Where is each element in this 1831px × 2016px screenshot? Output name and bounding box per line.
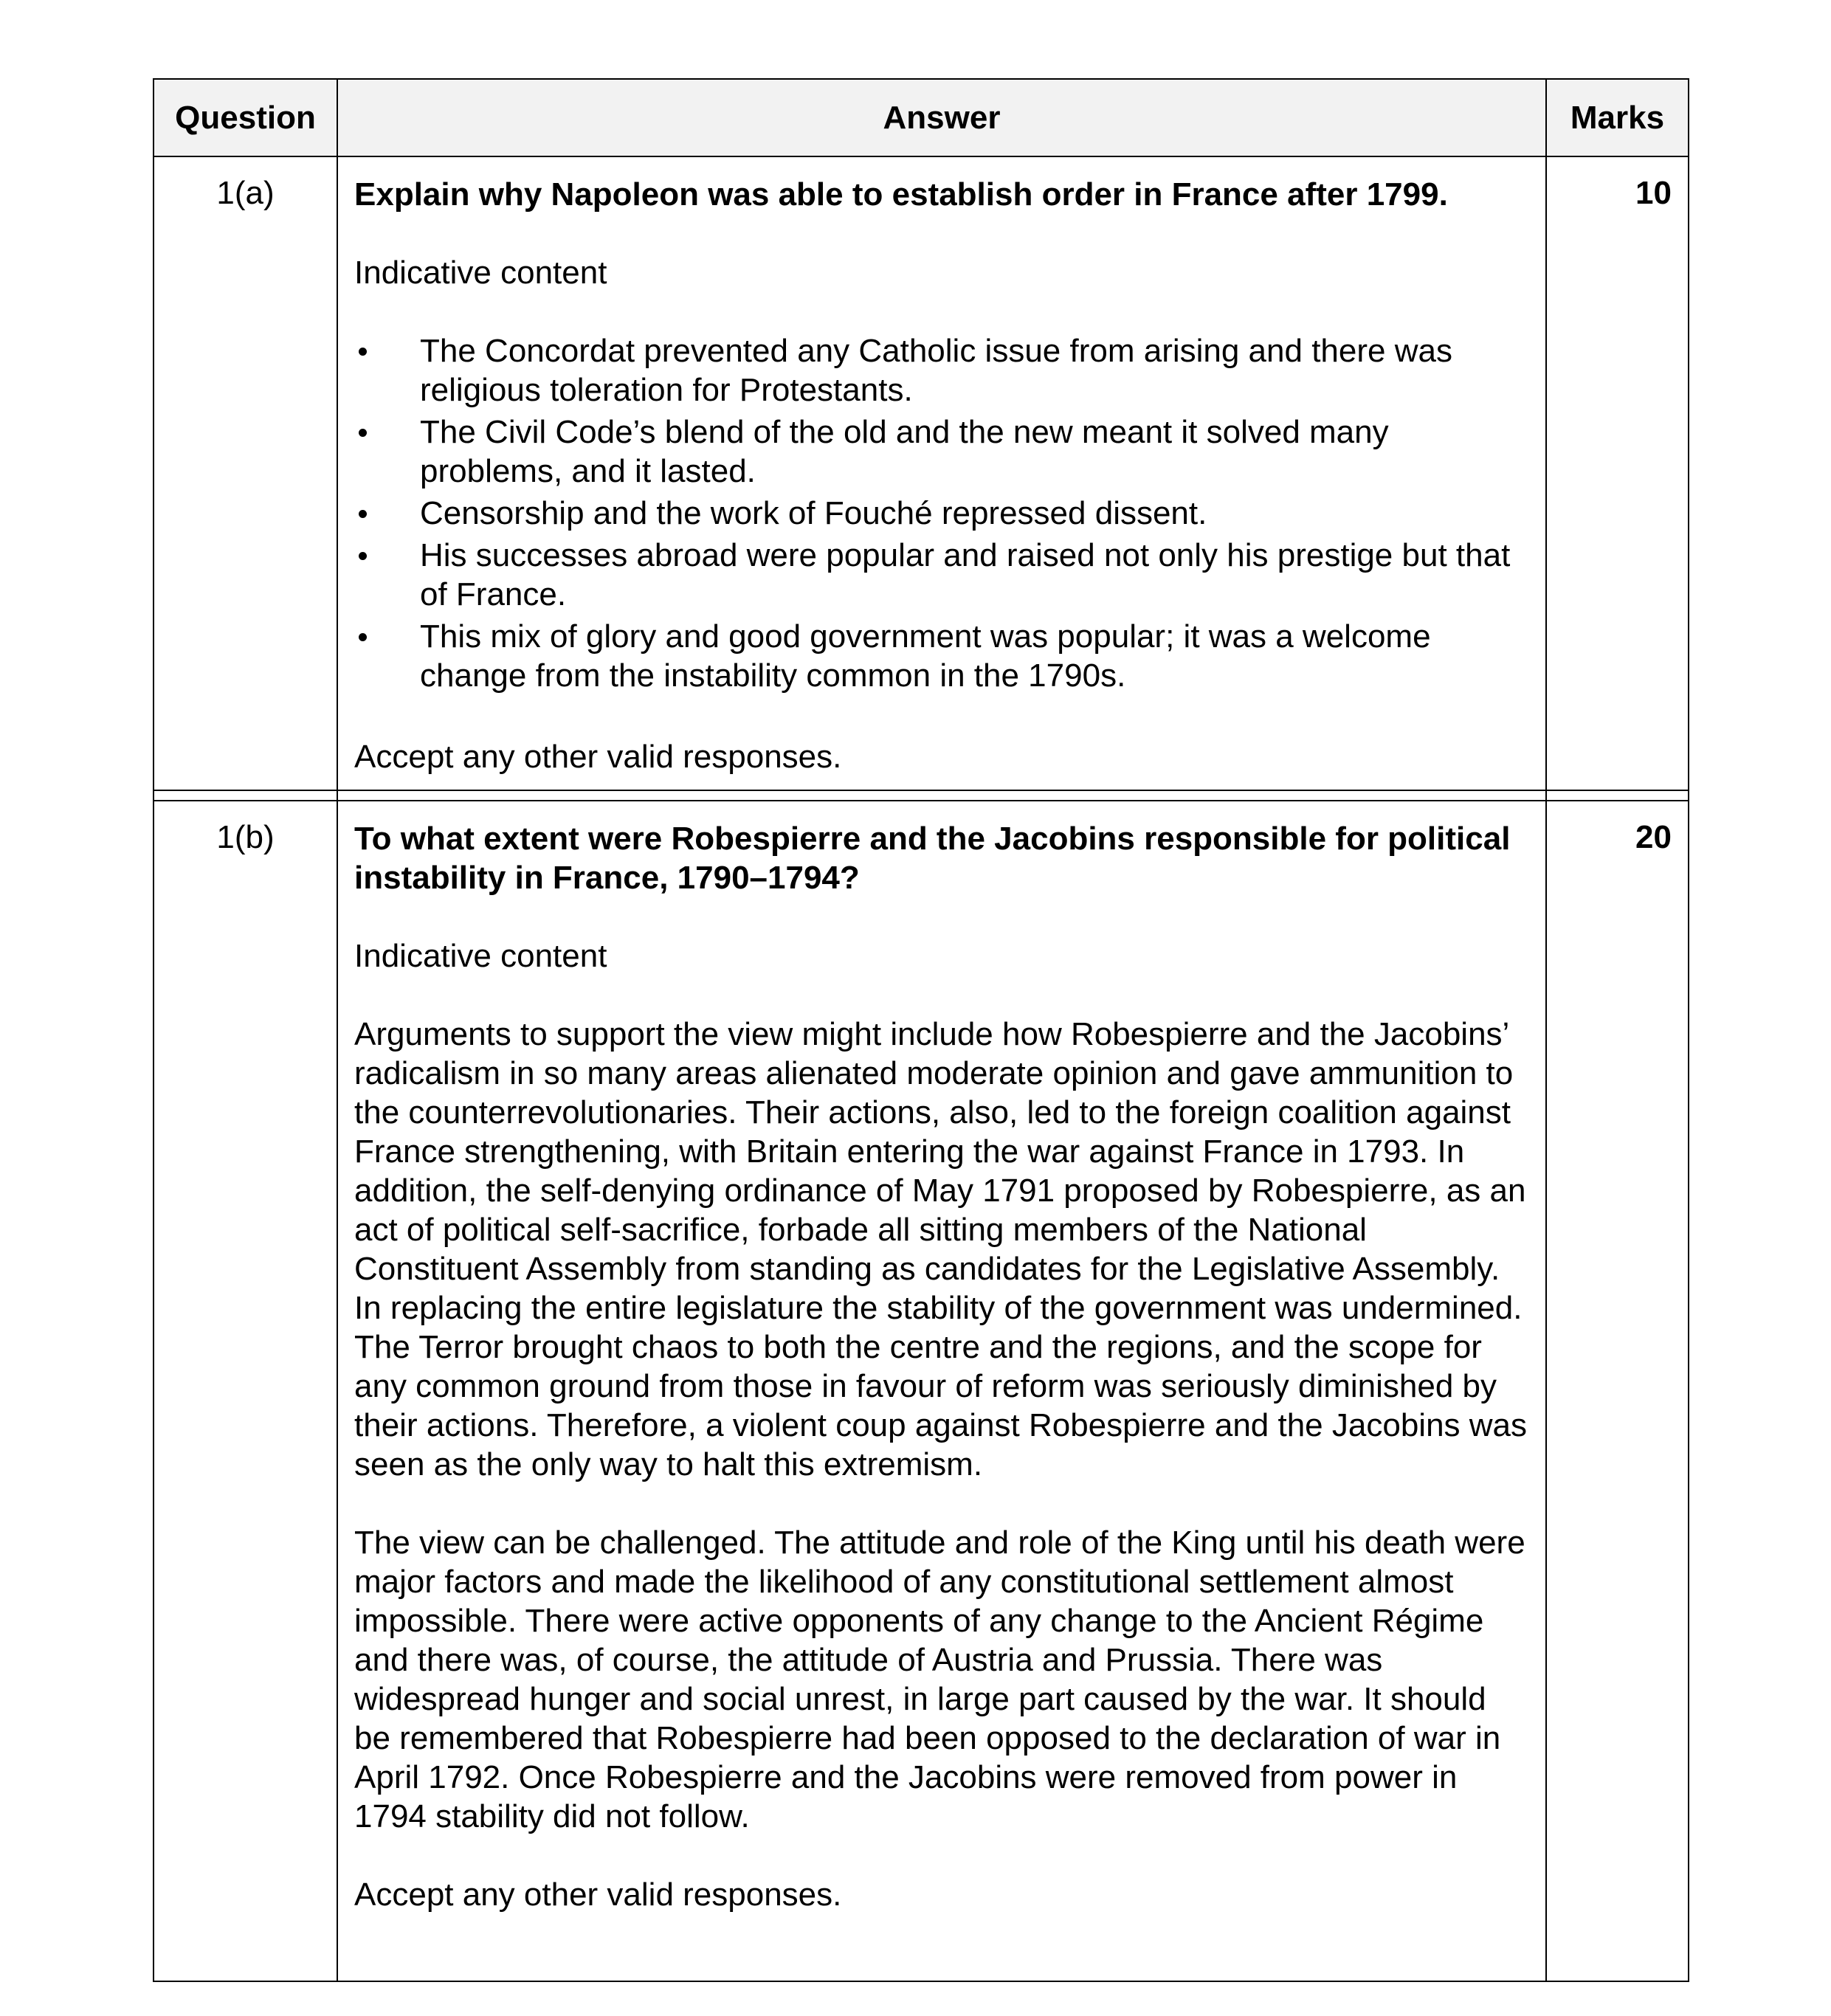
question-title: To what extent were Robespierre and the Jacobins responsible for political instability in France, 1790–1794? bbox=[354, 821, 1511, 896]
question-id: 1(b) bbox=[154, 801, 338, 1981]
indicative-bullet-list bbox=[354, 331, 1531, 695]
accept-note: Accept any other valid responses. bbox=[354, 739, 842, 775]
marks-value: 10 bbox=[1635, 175, 1672, 211]
answer-cell bbox=[338, 157, 1547, 790]
indicative-label: Indicative content bbox=[354, 255, 607, 291]
header-marks: Marks bbox=[1570, 99, 1665, 136]
header-question: Question bbox=[154, 80, 338, 156]
question-id: 1(a) bbox=[154, 157, 338, 790]
accept-note: Accept any other valid responses. bbox=[354, 1877, 842, 1913]
list-item: This mix of glory and good government was popular; it was a welcome change from the instability common in the 1790s. bbox=[354, 617, 1531, 695]
mark-scheme-table bbox=[153, 78, 1689, 1982]
indicative-label: Indicative content bbox=[354, 938, 607, 974]
list-item: The Concordat prevented any Catholic issue from arising and there was religious toleration for Protestants. bbox=[354, 331, 1531, 410]
list-item: His successes abroad were popular and raised not only his prestige but that of France. bbox=[354, 536, 1531, 614]
answer-cell bbox=[338, 801, 1547, 1981]
table-header bbox=[154, 80, 1688, 157]
list-item: Censorship and the work of Fouché repressed dissent. bbox=[354, 494, 1531, 533]
table-row-1b bbox=[154, 801, 1688, 1981]
row-separator bbox=[154, 790, 1688, 801]
question-title: Explain why Napoleon was able to establish order in France after 1799. bbox=[354, 176, 1448, 213]
table-row-1a bbox=[154, 157, 1688, 790]
marks-value: 20 bbox=[1635, 819, 1672, 855]
counter-argument-paragraph: The view can be challenged. The attitude and role of the King until his death were major factors and made the likelihood of any constitutional settlement almost impossible. There were active opponents of any change to the Ancient Régime and there was, of course, the attitude of Austria and Prussia. There was widespread hunger and social unrest, in large part caused by the war. It should be remembered that Robespierre had been opposed to the declaration of war in April 1792. Once Robespierre and the Jacobins were removed from power in 1794 stability did not follow. bbox=[354, 1525, 1525, 1834]
argument-paragraph: Arguments to support the view might include how Robespierre and the Jacobins’ radicalism in so many areas alienated moderate opinion and gave ammunition to the counterrevolutionaries. Their actions, also, led to the foreign coalition against France strengthening, with Britain entering the war against France in 1793. In addition, the self-denying ordinance of May 1791 proposed by Robespierre, as an act of political self-sacrifice, forbade all sitting members of the National Constituent Assembly from standing as candidates for the Legislative Assembly. In replacing the entire legislature the stability of the government was undermined. The Terror brought chaos to both the centre and the regions, and the scope for any common ground from those in favour of reform was seriously diminished by their actions. Therefore, a violent coup against Robespierre and the Jacobins was seen as the only way to halt this extremism. bbox=[354, 1016, 1528, 1482]
header-answer: Answer bbox=[338, 80, 1547, 156]
list-item: The Civil Code’s blend of the old and the new meant it solved many problems, and it lasted. bbox=[354, 412, 1531, 491]
